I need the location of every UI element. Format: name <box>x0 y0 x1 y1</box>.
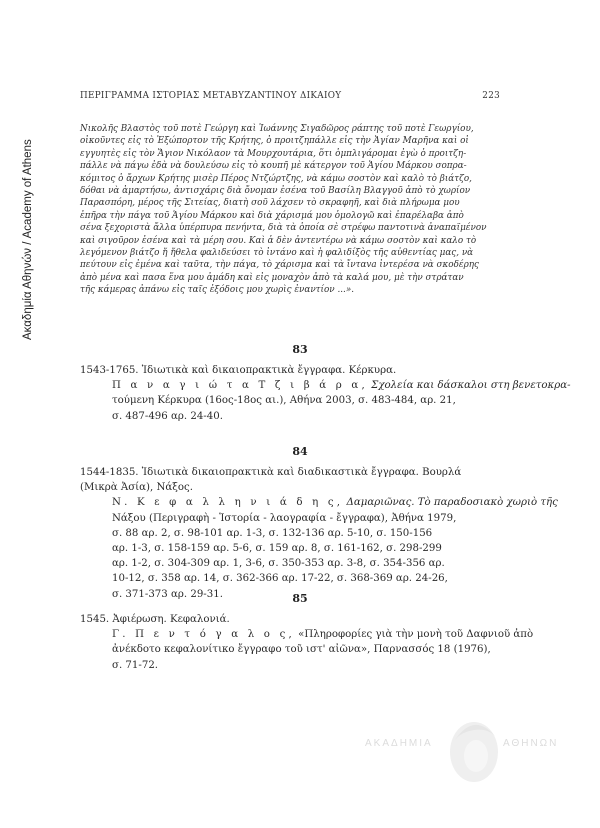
entry-citation-line: σ. 88 αρ. 2, σ. 98-101 αρ. 1-3, σ. 132-136 αρ. 5-10, σ. 150-156 <box>112 527 433 539</box>
watermark-right-text: ΑΘΗΝΩΝ <box>503 738 559 749</box>
entry-number: 85 <box>292 592 308 605</box>
quote-line: ἀπὸ μένα καὶ πασα ἕνα μου ἀμάδη καὶ εἰς μοναχὸν ἀπὸ τὰ καλά μου, μὲ τὴν στράταν <box>80 272 464 283</box>
quoted-document-text <box>80 123 500 297</box>
entry-citation-line: 10-12, σ. 358 αρ. 14, σ. 362-366 αρ. 17-22, σ. 368-369 αρ. 24-26, <box>112 573 448 585</box>
quote-line: καὶ σιγοῦρον ἐσένα καὶ τὰ μέρη σου. Καὶ ἁ δὲν ἀντεντέρω νὰ κάμω σοστὸν καὶ καλο τὸ <box>80 235 477 246</box>
quote-line: πεύτουν εἰς ἐμένα καὶ ταῦτα, τὴν πάγα, τὸ χάρισμα καὶ τὰ ἴνταva ἰντερέσα νὰ σκοδέρης <box>80 260 479 271</box>
entry-heading: 1543-1765. Ἰδιωτικὰ καὶ δικαιοπρακτικὰ ἔγγραφα. Κέρκυρα. <box>80 365 397 376</box>
entry-citation-line: σ. 487-496 αρ. 24-40. <box>112 410 223 422</box>
watermark-left-text: ΑΚΑΔΗΜΙΑ <box>365 738 433 749</box>
page-number: 223 <box>482 91 500 101</box>
quote-line: οἰκοῦντες εἰς τὸ Ἐξώπορτον τῆς Κρήτης, ὁ προιτζηπάλλε εἰς τὴν Ἁγίαν Μαρῆνα καὶ οἱ <box>80 136 469 147</box>
entry-heading: 1544-1835. Ἰδιωτικὰ δικαιοπρακτικὰ καὶ διαδικαστικὰ ἔγγραφα. Βουρλά <box>80 467 462 478</box>
quote-line: πάλλε νὰ πάγω ἐδὰ νὰ δουλεύσω εἰς τὸ κουπῆ μὲ κάτεργον τοῦ Ἁγίου Μάρκου σοπρα- <box>80 161 467 172</box>
entry-citation-line: αρ. 1-2, σ. 304-309 αρ. 1, 3-6, σ. 350-353 αρ. 3-8, σ. 354-356 αρ. <box>112 558 445 570</box>
quote-line: κόμιτος ὁ ἄρχων Κρήτης μισὲρ Πέρος Ντζώρτζης, νὰ κάμω σοστὸν καὶ καλὸ τὸ βιάτζο, <box>80 173 472 184</box>
entry-heading-cont: (Μικρὰ Ἀσία), Νάξος. <box>80 482 193 494</box>
running-header <box>80 91 500 101</box>
entry-84 <box>80 465 558 602</box>
entry-author: Π α ν α γ ι ώ τ α Τ ζ ι β ά ρ α, <box>112 380 368 392</box>
entry-citation-line: αρ. 1-3, σ. 158-159 αρ. 5-6, σ. 159 αρ. 8, σ. 161-162, σ. 298-299 <box>112 543 442 555</box>
entry-number: 83 <box>292 343 308 356</box>
academy-watermark <box>365 710 565 790</box>
entry-85 <box>80 612 534 673</box>
quote-line: εγγυητὲς εἰς τὸν Ἅγιον Νικόλαον τὰ Μουρχουτάρια, ὅτι ὁμπλιγάρομαι ἐγὼ ὁ προιτζη- <box>80 148 467 159</box>
quote-line: λεγόμενον βιάτζο ἤ ἤθελα φαλιδεύσει τὸ ἰντάνο καὶ ἡ φαλιδίξὸς τῆς αὐθεντίας μας, νὰ <box>80 248 474 259</box>
entry-title: Σχολεία και δάσκαλοι στη βενετοκρα- <box>371 380 571 392</box>
quote-line: Παρασπόρη, μέρος τῆς Σιτείας, διατὴ σοῦ λάχσεν τὸ σκραφηῆ, καὶ διὰ πλήρωμα μου <box>80 198 460 209</box>
side-label <box>22 40 36 340</box>
entry-title: Δαμαριῶνας. Τὸ παραδοσιακὸ χωριὸ τῆς <box>346 497 558 509</box>
entry-citation-line: σ. 71-72. <box>112 659 159 671</box>
quote-line: δόθαι νὰ ἁμαρτήσω, ἀντισχάρις διὰ ὄνομαν ἐσένα τοῦ Βασίλη Βλαγγοῦ ἀπὸ τὸ χωρίον <box>80 186 471 197</box>
entry-citation-line: ἀνέκδοτο κεφαλονίτικο ἔγγραφο τοῦ ιστ' αἰῶνα», Παρνασσός 18 (1976), <box>112 644 491 656</box>
entry-citation-line <box>80 495 558 510</box>
academy-side-text: Ακαδημία Αθηνών / Academy of Athens <box>22 139 34 340</box>
entry-title: «Πληροφορίες γιὰ τὴν μονὴ τοῦ Δαφνιοῦ ἀπὸ <box>298 629 534 641</box>
quote-line: σένα ξεχοριστὰ ἄλλα ὑπέρπυρα πενήντα, διὰ τὰ ὁποία σὲ στρέφω παντοτινὰ ἀναπαϊμένον <box>80 223 487 234</box>
running-title: ΠΕΡΙΓΡΑΜΜΑ ΙΣΤΟΡΙΑΣ ΜΕΤΑΒΥΖΑΝΤΙΝΟΥ ΔΙΚΑΙΟΥ <box>80 91 342 101</box>
entry-author: Ν. Κ ε φ α λ λ η ν ι ά δ η ς, <box>112 497 344 509</box>
entry-citation-line <box>80 627 534 642</box>
entry-83 <box>80 363 571 424</box>
athena-head-icon <box>443 710 505 790</box>
entry-citation-line: τούμενη Κέρκυρα (16ος-18ος αι.), Αθήνα 2003, σ. 483-484, αρ. 21, <box>112 395 456 407</box>
entry-citation-line <box>80 378 571 393</box>
entry-citation-line: σ. 371-373 αρ. 29-31. <box>112 588 223 600</box>
entry-number: 84 <box>292 445 308 458</box>
entry-citation-line: Νάξου (Περιγραφὴ - Ἱστορία - λαογραφία - ἔγγραφα), Ἀθήνα 1979, <box>112 512 457 524</box>
quote-line: τῆς κάμερας ἀπάνω εἰς ταῖς ἐξόδοις μου χωρὶς ἐναντίον ...». <box>80 285 355 296</box>
quote-line: Νικολῆς Βλαστὸς τοῦ ποτὲ Γεώργη καὶ Ἰωάννης Σιγαδῶρος ράπτης τοῦ ποτὲ Γεωργίου, <box>80 124 474 134</box>
quote-line: ἐπῆρα τὴν πάγα τοῦ Ἁγίου Μάρκου καὶ διὰ χάρισμά μου ὁμολογῶ καὶ ἐπαρέλαβα ἀπὸ <box>80 210 464 221</box>
entry-author: Γ. Π ε ν τ ό γ α λ ο ς, <box>112 629 295 641</box>
entry-heading: 1545. Ἀφιέρωση. Κεφαλονιά. <box>80 614 230 625</box>
